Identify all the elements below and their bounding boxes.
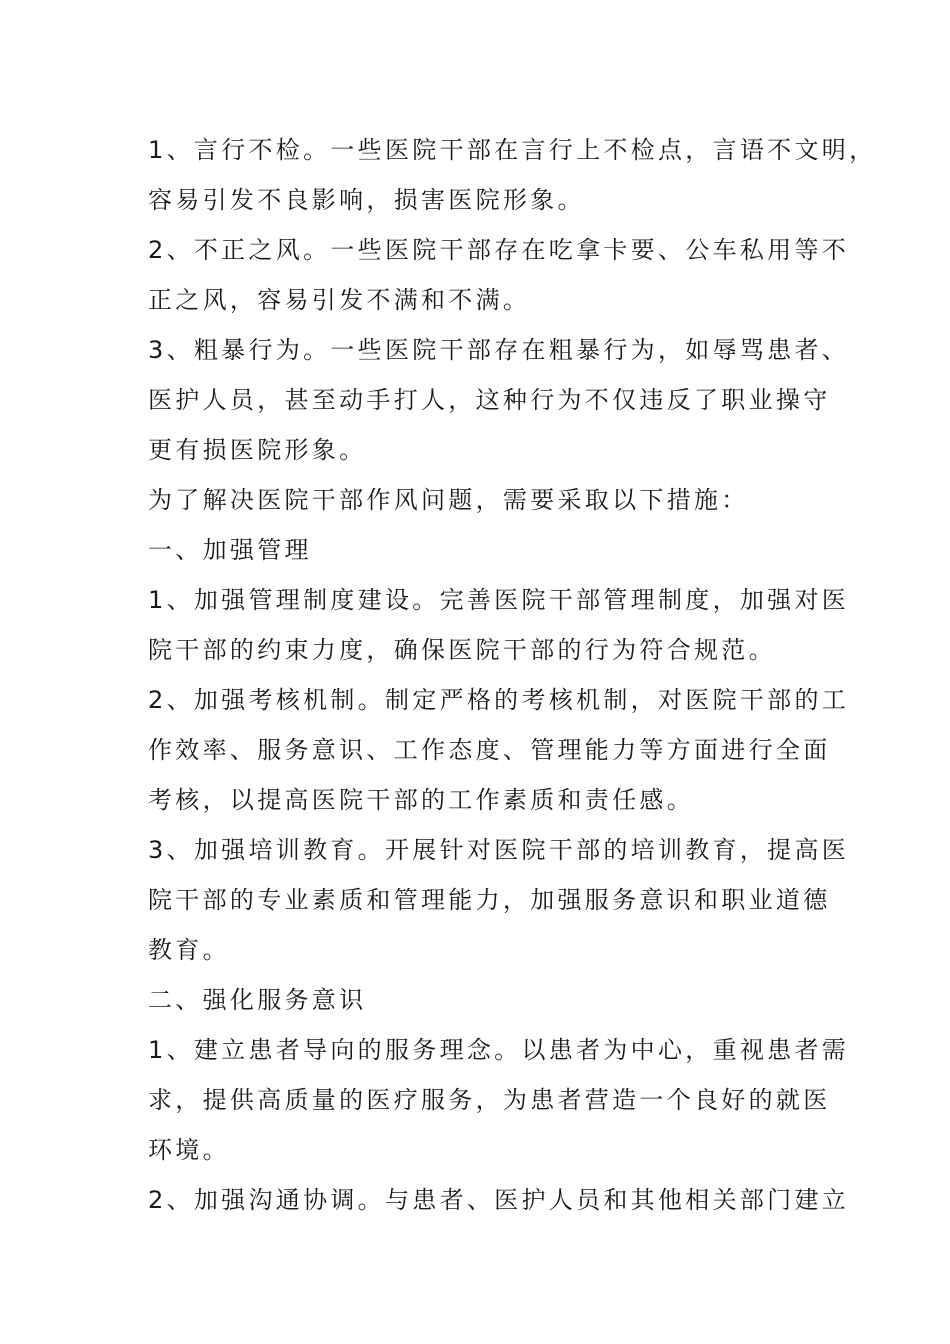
text-line: 2、加强沟通协调。与患者、医护人员和其他相关部门建立	[148, 1186, 850, 1214]
text-line: 环境。	[148, 1136, 230, 1164]
text-line: 院干部的约束力度，确保医院干部的行为符合规范。	[148, 636, 776, 664]
text-line: 求，提供高质量的医疗服务，为患者营造一个良好的就医	[148, 1086, 831, 1114]
text-line: 作效率、服务意识、工作态度、管理能力等方面进行全面	[148, 736, 831, 764]
text-line: 考核，以提高医院干部的工作素质和责任感。	[148, 786, 694, 814]
text-line: 更有损医院形象。	[148, 436, 367, 464]
text-line: 教育。	[148, 936, 230, 964]
text-line: 3、加强培训教育。开展针对医院干部的培训教育，提高医	[148, 836, 850, 864]
section-heading: 一、加强管理	[148, 536, 312, 564]
text-line: 2、不正之风。一些医院干部存在吃拿卡要、公车私用等不	[148, 236, 850, 264]
text-line: 1、加强管理制度建设。完善医院干部管理制度，加强对医	[148, 586, 850, 614]
section-heading: 二、强化服务意识	[148, 986, 367, 1014]
text-line: 3、粗暴行为。一些医院干部存在粗暴行为，如辱骂患者、	[148, 336, 850, 364]
text-line: 容易引发不良影响，损害医院形象。	[148, 186, 585, 214]
text-line: 2、加强考核机制。制定严格的考核机制，对医院干部的工	[148, 686, 850, 714]
text-line: 1、言行不检。一些医院干部在言行上不检点，言语不文明，	[148, 136, 877, 164]
text-line: 1、建立患者导向的服务理念。以患者为中心，重视患者需	[148, 1036, 850, 1064]
text-line: 院干部的专业素质和管理能力，加强服务意识和职业道德	[148, 886, 831, 914]
text-line: 正之风，容易引发不满和不满。	[148, 286, 531, 314]
text-line: 医护人员，甚至动手打人，这种行为不仅违反了职业操守	[148, 386, 831, 414]
document-body	[148, 125, 877, 1225]
text-line: 为了解决医院干部作风问题，需要采取以下措施：	[148, 486, 749, 514]
